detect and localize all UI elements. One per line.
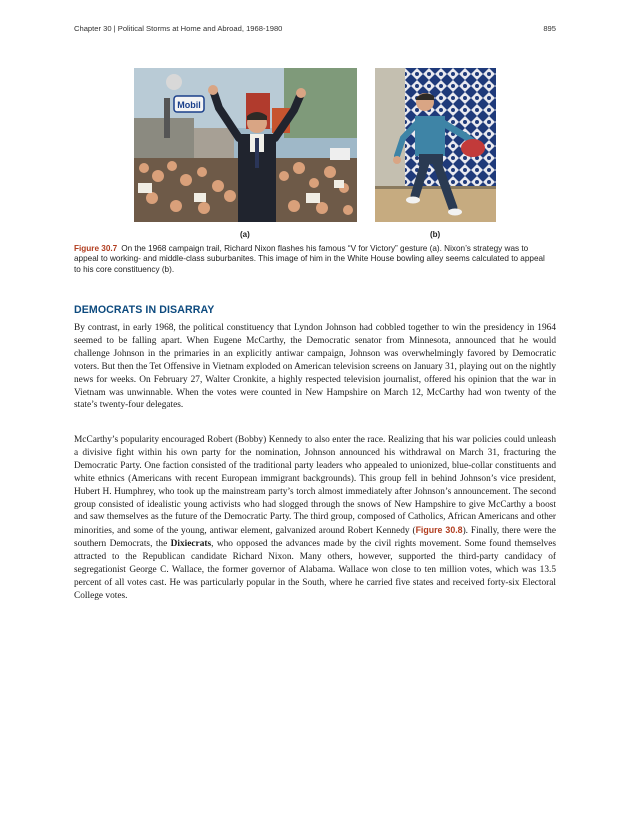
body-paragraph-2 xyxy=(74,434,556,603)
figure-number: Figure 30.7 xyxy=(74,244,118,253)
section-heading: DEMOCRATS IN DISARRAY xyxy=(74,304,215,316)
chapter-title: Chapter 30 | Political Storms at Home and Abroad, 1968-1980 xyxy=(74,24,283,33)
body-paragraph-1 xyxy=(74,322,556,412)
panel-label-a: (a) xyxy=(240,230,250,239)
panel-label-b: (b) xyxy=(430,230,441,239)
nixon-rally-photo xyxy=(134,68,357,222)
page-number: 895 xyxy=(543,24,556,33)
paragraph-text-part: , who opposed the advances made by the civil rights movement. Some found themselves attracted to the Republican candidate Richard Nixon. Many others, however, supported the third-party candidacy of segregationist George C. Wallace, the former governor of Alabama. Wallace won close to ten million votes, which was 13.5 percent of all votes cast. He was particularly popular in the South, where he carried five states and received forty-six Electoral College votes. xyxy=(74,539,556,601)
key-term-dixiecrats: Dixiecrats xyxy=(170,539,212,550)
paragraph-text: By contrast, in early 1968, the political constituency that Lyndon Johnson had cobbled together to win the presidency in 1964 seemed to be falling apart. When Eugene McCarthy, the Democratic senator from Minnesota, announced that he would challenge Johnson in the primaries in an explicitly antiwar campaign, Johnson was overwhelmingly favored by Democratic voters. But then the Tet Offensive in Vietnam exploded on American television screens on January 31, playing out on the nightly news for weeks. On February 27, Walter Cronkite, a highly respected television journalist, offered his opinion that the war in Vietnam was unwinnable. When the votes were counted in New Hampshire on March 12, McCarthy had won twenty of the state’s twenty-four delegates. xyxy=(74,323,556,411)
figure-caption xyxy=(74,244,546,275)
caption-text: On the 1968 campaign trail, Richard Nixon flashes his famous “V for Victory” gesture (a). Nixon’s strategy was to appeal to working- and middle-class suburbanites. This image of him in the White House bowling alley seems calculated to appeal to his core constituency (b). xyxy=(74,244,545,274)
figure-reference-link[interactable]: Figure 30.8 xyxy=(415,525,463,536)
paragraph-text-part: McCarthy’s popularity encouraged Robert (Bobby) Kennedy to also enter the race. Realizing that his war policies could unleash a divisive fight within his own party for the nomination, Johnson announced his withdrawal on March 31, fracturing the Democratic Party. One faction consisted of the traditional party leaders who appealed to unionized, blue-collar constituents and white ethnics (Americans with recent European immigrant backgrounds). This group fell in behind Johnson’s vice president, Hubert H. Humphrey, who took up the mainstream party’s torch almost immediately after Johnson’s announcement. The second group consisted of idealistic young activists who had slogged through the snows of New Hampshire to give McCarthy a boost and saw themselves as the future of the Democratic Party. The third group, composed of Catholics, African Americans and other minorities, and some of the young, antiwar element, galvanized around Robert Kennedy ( xyxy=(74,435,556,537)
mobil-sign: Mobil xyxy=(177,100,201,110)
nixon-bowling-photo xyxy=(375,68,496,222)
page-header xyxy=(74,24,556,36)
paragraph-text-part: ). Finally, there were the southern Democrats, the xyxy=(74,526,556,550)
paragraph-text xyxy=(74,434,556,603)
